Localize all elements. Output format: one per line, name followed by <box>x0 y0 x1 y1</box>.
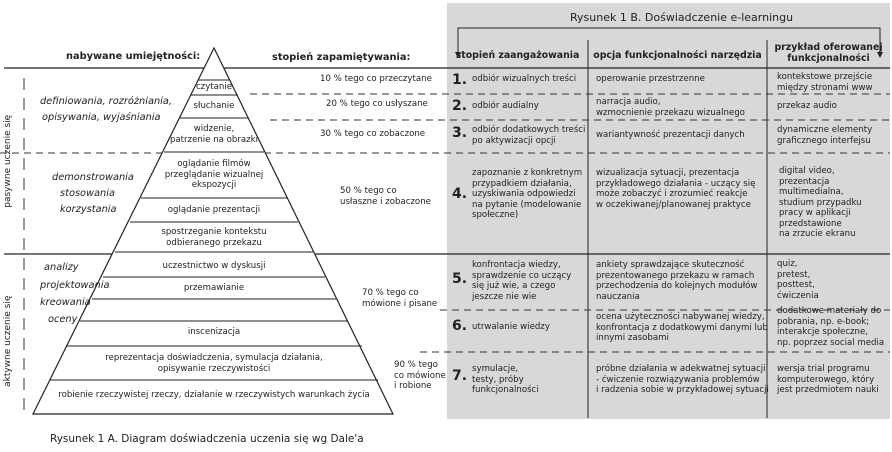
pyramid-level-11: robienie rzeczywistej rzeczy, działanie w rzeczywistych warunkach życia <box>58 390 370 400</box>
row-number-4: 4. <box>452 186 468 202</box>
skill-active-b: projektowania <box>40 280 110 291</box>
option-3: wariantywność prezentacji danych <box>596 130 745 140</box>
row-number-1: 1. <box>452 72 468 88</box>
row-number-2: 2. <box>452 98 468 114</box>
engagement-1: odbiór wizualnych treści <box>472 74 577 84</box>
example-4: digital video, prezentacja multimedialna, studium przypadku pracy w aplikacji przedstawione na zrzucie ekranu <box>779 166 862 239</box>
retention-50: 50 % tego co usłaszne i zobaczone <box>340 186 431 207</box>
skill-passive-1b: opisywania, wyjaśniania <box>42 112 161 123</box>
example-3: dynamiczne elementy graficznego interfejsu <box>777 125 873 146</box>
skills-header: nabywane umiejętności: <box>66 51 201 62</box>
skill-active-c: kreowania <box>40 297 91 308</box>
row-number-5: 5. <box>452 271 468 287</box>
skill-passive-2b: stosowania <box>60 188 115 199</box>
col-header-example: przykład oferowanej funkcjonalności <box>774 42 883 64</box>
retention-20: 20 % tego co usłyszane <box>326 99 428 109</box>
option-2: narracja audio, wzmocnienie przekazu wizualnego <box>596 97 745 118</box>
engagement-5: konfrontacja wiedzy, sprawdzenie co uczący się już wie, a czego jeszcze nie wie <box>472 260 572 302</box>
pyramid-level-1: czytanie <box>195 82 233 92</box>
skill-active-a: analizy <box>44 262 79 273</box>
pyramid-level-6: spostrzeganie kontekstu odbieranego przekazu <box>161 227 267 248</box>
example-1: kontekstowe przejście między stronami www <box>777 72 873 93</box>
option-7: próbne działania w adekwatnej sytuacji - ćwiczenie rozwiązywania problemów i radzenia sobie w przykładowej sytuacji <box>596 364 769 395</box>
pyramid-level-4: oglądanie filmów przeglądanie wizualnej ekspozycji <box>164 159 264 190</box>
pyramid-level-5: oglądanie prezentacji <box>167 205 261 215</box>
retention-header: stopień zapamiętywania: <box>272 52 411 63</box>
col-header-engagement: stopień zaangażowania <box>455 50 580 61</box>
row-number-3: 3. <box>452 125 468 141</box>
option-5: ankiety sprawdzające skuteczność prezentowanego przekazu w ramach przechodzenia do kolejnych modułów nauczania <box>596 260 758 302</box>
skill-passive-1a: definiowania, rozróżniania, <box>40 96 172 107</box>
engagement-7: symulacje, testy, próby funkcjonalności <box>472 364 539 395</box>
skill-passive-2a: demonstrowania <box>52 172 134 183</box>
engagement-3: odbiór dodatkowych treści po aktywizacji opcji <box>472 125 586 146</box>
panel-b-title: Rysunek 1 B. Doświadczenie e-learningu <box>570 11 794 24</box>
pyramid-level-2: słuchanie <box>193 101 235 111</box>
caption-a: Rysunek 1 A. Diagram doświadczenia uczenia się wg Dale'a <box>50 433 364 445</box>
option-1: operowanie przestrzenne <box>596 74 705 84</box>
skill-active-d: oceny <box>48 314 78 325</box>
option-4: wizualizacja sytuacji, prezentacja przykładowego działania - uczący się może zobaczyć i zrozumieć reakcje w oczekiwanej/planowanej praktyce <box>596 168 756 210</box>
pyramid-level-7: uczestnictwo w dyskusji <box>162 261 266 271</box>
retention-70: 70 % tego co mówione i pisane <box>362 288 438 309</box>
pyramid-level-9: inscenizacja <box>187 327 241 337</box>
retention-10: 10 % tego co przeczytane <box>320 74 432 84</box>
col-header-option: opcja funkcjonalności narzędzia <box>593 50 762 61</box>
engagement-6: utrwalanie wiedzy <box>472 322 550 332</box>
option-6: ocena użyteczności nabywanej wiedzy, konfrontacja z dodatkowymi danymi lub innymi zasobami <box>596 312 768 343</box>
engagement-2: odbiór audialny <box>472 101 539 111</box>
retention-30: 30 % tego co zobaczone <box>320 129 426 139</box>
row-number-7: 7. <box>452 368 468 384</box>
skill-passive-2c: korzystania <box>60 204 117 215</box>
row-number-6: 6. <box>452 318 468 334</box>
engagement-4: zapoznanie z konkretnym przypadkiem działania, uzyskiwania odpowiedzi na pytanie (modelowanie społeczne) <box>472 168 583 220</box>
example-5: quiz, pretest, posttest, ćwiczenia <box>777 259 819 301</box>
passive-learning-label: pasywne uczenie się <box>2 114 13 208</box>
example-6: dodatkowe materiały do pobrania, np. e-book; interakcje społeczne, np. poprzez social media <box>777 306 885 348</box>
retention-90: 90 % tego co mówione i robione <box>394 360 446 391</box>
pyramid-level-8: przemawianie <box>183 283 245 293</box>
example-7: wersja trial programu komputerowego, który jest przedmiotem nauki <box>777 364 879 395</box>
pyramid-level-3: widzenie, patrzenie na obrazki <box>169 124 259 145</box>
example-2: przekaz audio <box>777 101 837 111</box>
active-learning-label: aktywne uczenie się <box>2 295 13 387</box>
pyramid-level-10: reprezentacja doświadczenia, symulacja działania, opisywanie rzeczywistości <box>105 353 323 374</box>
